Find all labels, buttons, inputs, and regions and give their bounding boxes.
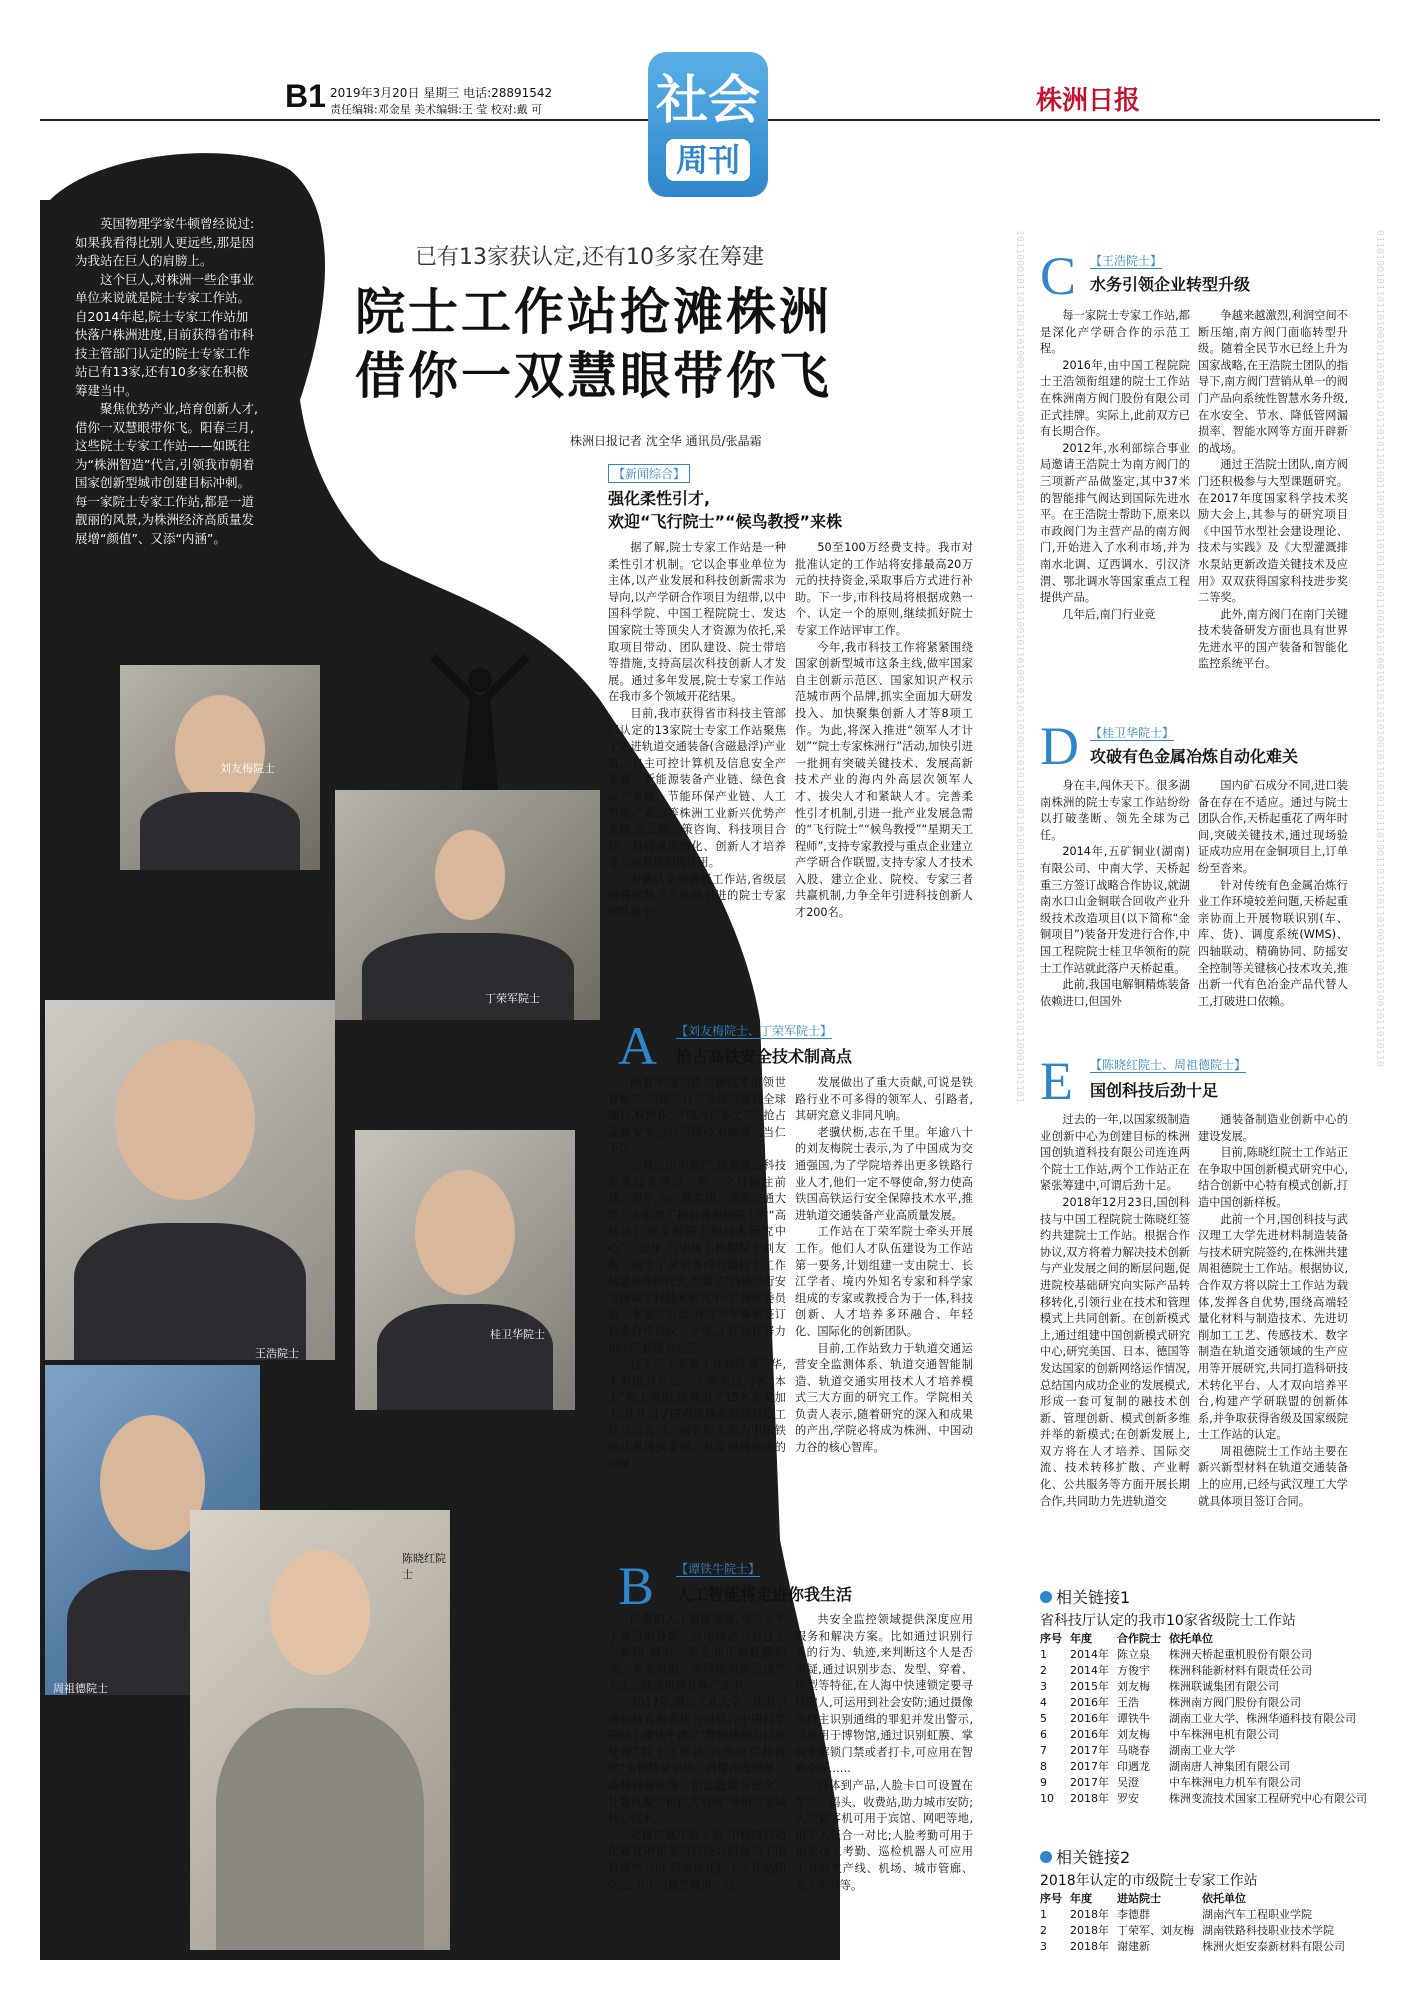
intro-paragraph: 这个巨人,对株洲一些企事业单位来说就是院士专家工作站。自2014年起,院士专家工作站加快落户株洲进度,目前获得省市科技主管部门认定的院士专家工作站已有13家,还有10多家在积极筹建当中。 <box>75 271 254 398</box>
bullet-dot-icon <box>1040 1591 1052 1603</box>
main-headline <box>355 280 832 408</box>
caption-zhou: 周祖德院士 <box>53 1682 108 1695</box>
section-d-tag <box>1090 724 1174 741</box>
paragraph: 50至100万经费支持。我市对批准认定的工作站将安排最高20万元的扶持资金,采取事后方式进行补助。下一步,市科技局将根据成熟一个、认定一个的原则,继续抓好院士专家工作站评审工作。 <box>795 541 973 637</box>
table-cell: 3 <box>1040 1679 1047 1693</box>
table-row <box>1036 1726 1371 1742</box>
table-cell: 6 <box>1040 1727 1047 1741</box>
paragraph: 目前,陈晓红院士工作站正在争取中国创新模式研究中心,结合创新中心特有模式创新,打造中国创新样板。 <box>1198 1146 1348 1209</box>
newspaper-masthead: 株洲日报 <box>1035 86 1140 116</box>
section-badge-title: 社会 <box>655 70 760 131</box>
table-header-row <box>1036 1630 1371 1646</box>
intro-text <box>75 215 260 548</box>
section-a-column-1 <box>608 1075 786 1473</box>
section-b-tag <box>676 1560 760 1577</box>
caption-chen: 陈晓红院士 <box>402 1552 446 1581</box>
table-cell: 印遇龙 <box>1117 1760 1150 1773</box>
section-c-column-1 <box>1040 308 1190 623</box>
paragraph: 时髦的人工智能领域,当然少不了株洲的身影。在中国动力谷自主创新园,就有一家企业正将虹膜识别、步态识别、多特征识别等这些人工智能应用到具体产品中。 <box>608 1613 786 1693</box>
table-cell: 湖南汽车工程职业学院 <box>1202 1908 1312 1921</box>
binary-decor-middle: 1011000101101100110100011010110010110100110101101011000101101001100101101001011011010011010110010110100110100101101100101101101011010110001101101 <box>1014 230 1025 1103</box>
table-cell: 1 <box>1040 1647 1047 1661</box>
related-link-2-table <box>1036 1890 1349 1954</box>
table-header-row <box>1036 1890 1349 1906</box>
byline: 株洲日报记者 沈全华 通讯员/张晶霜 <box>570 434 762 448</box>
table-row <box>1036 1678 1371 1694</box>
related-link-2-title: 2018年认定的市级院士专家工作站 <box>1040 1873 1258 1889</box>
paragraph: 具体到产品,人脸卡口可设置在车站、码头、收费站,助力城市安防;人脸访客机可用于宾馆、网吧等地,用于人证合一对比;人脸考勤可用于企业员工考勤、巡检机器人可应用于食品生产线、机场、城市管廊、无人车间等。 <box>795 1778 973 1892</box>
table-cell: 8 <box>1040 1759 1047 1773</box>
table-cell: 株洲南方阀门股份有限公司 <box>1169 1696 1301 1709</box>
table-cell: 2 <box>1040 1923 1047 1937</box>
table-cell: 谢建新 <box>1117 1940 1150 1953</box>
related-link-1-heading <box>1040 1585 1130 1608</box>
table-cell: 2017年 <box>1070 1760 1109 1773</box>
photo-ding-rongjun <box>335 790 600 1020</box>
table-cell: 2017年 <box>1070 1744 1109 1757</box>
paragraph: 据了解,院士专家工作站是一种柔性引才机制。它以企事业单位为主体,以产业发展和科技创新需求为导向,以产学研合作项目为纽带,以中国科学院、中国工程院院士、发达国家院士等顶尖人才资源为依托,采取项目带动、团队建设、院士带培等措施,支持高层次科技创新人才发展。通过多年发展,院士专家工作站在我市多个领域开花结果。 <box>608 541 786 704</box>
section-d-tag-text: 【桂卫华院士】 <box>1090 726 1175 740</box>
table-cell: 株洲天桥起重机股份有限公司 <box>1169 1648 1312 1661</box>
table-cell: 马晓春 <box>1117 1744 1150 1757</box>
section-b-column-2 <box>795 1612 973 1894</box>
section-c-letter: C <box>1040 246 1077 306</box>
section-c-tag <box>1090 252 1162 269</box>
section-c-column-2 <box>1198 308 1348 673</box>
table-cell: 2014年 <box>1070 1664 1109 1677</box>
paragraph: 目前,工作站致力于轨道交通运营安全监测体系、轨道交通智能制造、轨道交通实用技术人才培养模式三大方面的研究工作。学院相关负责人表示,随着研究的深入和成果的产出,学院必将成为株洲、中国动力谷的核心智库。 <box>795 1341 973 1455</box>
section-b-tag-text: 【谭铁牛院士】 <box>676 1562 761 1576</box>
table-cell: 2018年 <box>1070 1792 1109 1805</box>
section-b-letter: B <box>618 1556 655 1616</box>
table-row <box>1036 1938 1349 1954</box>
table-cell: 2015年 <box>1070 1680 1109 1693</box>
table-cell: 5 <box>1040 1711 1047 1725</box>
section-a-tag <box>676 1022 832 1039</box>
column-header: 序号 <box>1040 1632 1062 1645</box>
news-column-2 <box>795 540 973 922</box>
table-cell: 2016年 <box>1070 1728 1109 1741</box>
table-cell: 4 <box>1040 1695 1047 1709</box>
table-cell: 湖南唐人神集团有限公司 <box>1169 1760 1290 1773</box>
news-column-1 <box>608 540 786 922</box>
table-cell: 罗安 <box>1117 1792 1139 1805</box>
table-row <box>1036 1646 1371 1662</box>
table-row <box>1036 1758 1371 1774</box>
table-cell: 中车株洲电力机车有限公司 <box>1169 1776 1301 1789</box>
paragraph: 过去的一年,以国家级制造业创新中心为创建目标的株洲国创轨道科技有限公司连连两个院士工作站,两个工作站正在紧张筹建中,可谓后劲十足。 <box>1040 1113 1190 1193</box>
table-row <box>1036 1662 1371 1678</box>
paragraph: 随着中国高铁装备技术引领世界标准,高铁运行安全保障受到全球瞩目,株洲作为“电力机车之都”,抢占高铁安全运行保障技术制高点当仁不让。 <box>608 1076 786 1156</box>
table-row <box>1036 1694 1371 1710</box>
section-b-title: 人工智能将走进你我生活 <box>676 1585 853 1604</box>
paragraph: 通装备制造业创新中心的建设发展。 <box>1198 1113 1348 1143</box>
header-date-line: 2019年3月20日 星期三 电话:28891542 <box>330 86 553 100</box>
paragraph: 2016年,由中国工程院院士王浩领衔组建的院士工作站在株洲南方阀门股份有限公司正式挂牌。实际上,此前双方已有长期合作。 <box>1040 358 1190 439</box>
news-title-line2: 欢迎“飞行院士”“候鸟教授”来株 <box>608 512 843 531</box>
news-summary-title <box>608 463 842 532</box>
headline-line: 院士工作站抢滩株洲 <box>355 282 832 341</box>
table-cell: 湖南工业大学、株洲华通科技有限公司 <box>1169 1712 1356 1725</box>
table-cell: 谭铁牛 <box>1117 1712 1150 1725</box>
related-link-2-heading <box>1040 1845 1130 1868</box>
paragraph: 通过王浩院士团队,南方阀门还积极参与大型课题研究。在2017年度国家科学技术奖励大会上,其参与的研究项目《中国节水型社会建设理论、技术与实践》及《大型灌溉排水泵站更新改造关键技术及应用》双双获得国家科技进步奖二等奖。 <box>1198 458 1348 605</box>
related-link-1-title: 省科技厅认定的我市10家省级院士工作站 <box>1040 1613 1296 1629</box>
table-cell: 2018年 <box>1070 1908 1109 1921</box>
section-e-title: 国创科技后劲十足 <box>1090 1081 1219 1100</box>
table-cell: 9 <box>1040 1775 1047 1789</box>
header-editors-line: 责任编辑:邓金星 美术编辑:王 莹 校对:戴 可 <box>330 103 543 116</box>
table-row <box>1036 1710 1371 1726</box>
paragraph: 2012年,水利部综合事业局邀请王浩院士为南方阀门的三项新产品做鉴定,其中37米的智能排气阀达到国际先进水平。在王浩院士帮助下,原来以市政阀门为主营产品的南方阀门,开始进入了水利市场,并为南水北调、辽西调水、引汉济渭、鄂北调水等国家重点工程提供产品。 <box>1040 441 1190 605</box>
table-cell: 10 <box>1040 1791 1054 1805</box>
column-header: 合作院士 <box>1117 1632 1161 1645</box>
paragraph: 这个院士专家工作站阵容豪华,不但由刘友梅、丁荣军这两名“本土”院士领衔,还吸引了15名专家加入,且开创了国内铁路高职院校设工作站的先河。两名院士都为中国铁路从普速到重载、从常速到高速的突破 <box>608 1358 786 1471</box>
table-cell: 2 <box>1040 1663 1047 1677</box>
news-tag: 【新闻综合】 <box>608 464 690 483</box>
bullet-dot-icon <box>1040 1851 1052 1863</box>
table-row <box>1036 1790 1371 1806</box>
paragraph: 共安全监控领域提供深度应用服务和解决方案。比如通过识别行人的行为、轨迹,来判断这个人是否可疑,通过识别步态、发型、穿着、体型等特征,在人海中快速锁定要寻找的人,可运用到社会安防;通过摄像头自主识别通缉的罪犯并发出警示,可应用于博物馆,通过识别虹膜、掌纹来解锁门禁或者打卡,可应用在智能小区…… <box>795 1613 973 1776</box>
paragraph: 几年后,南门行业竞 <box>1062 607 1156 621</box>
table-cell: 株洲科能新材料有限责任公司 <box>1169 1664 1312 1677</box>
paragraph: 目前,我市获得省市科技主管部门认定的13家院士专家工作站聚焦于先进轨道交通装备(含磁悬浮)产业链、自主可控计算机及信息安全产业链、新能源装备产业链、绿色食品产业链、节能环保产业链、人工智能产业链等株洲工业新兴优势产业链,在战略决策咨询、科技项目合作、科技成果转化、创新人才培养等方面发挥积极作用。 <box>608 706 786 870</box>
intro-paragraph: 英国物理学家牛顿曾经说过:如果我看得比别人更远些,那是因为我站在巨人的肩膀上。 <box>75 216 255 268</box>
paragraph: 老骥伏枥,志在千里。年逾八十的刘友梅院士表示,为了中国成为交通强国,为了学院培养出更多铁路行业人才,他们一定不辱使命,努力使高铁国高铁运行安全保障技术水平,推进轨道交通装备产业高质量发展。 <box>795 1125 973 1222</box>
table-cell: 湖南铁路科技职业技术学院 <box>1202 1924 1334 1937</box>
column-header: 年度 <box>1070 1892 1092 1905</box>
paragraph: 今年,我市科技工作将紧紧围绕国家创新型城市这条主线,做牢国家自主创新示范区、国家知识产权示范城市两个品牌,抓实全面加大研发投入、加快聚集创新人才等8项工作。为此,将深入推进“领军人才计划”“院士专家株洲行”活动,加快引进一批拥有突破关键技术、发展高新技术产业的海内外高层次领军人才、拔尖人才和紧缺人才。完善柔性引才机制,引进一批产业发展急需的“飞行院士”“候鸟教授”“星期天工程师”,支持专家教授与重点企业建立产学研合作联盟,支持专家人才技术入股、建立企业、院校、专家三者共赢机制,力争全年引进科技创新人才200名。 <box>795 640 973 920</box>
page-number: B1 <box>285 78 326 114</box>
paragraph: 2014年,五矿铜业(湖南)有限公司、中南大学、天桥起重三方签订战略合作协议,就湖南水口山金铜联合回收产业升级技术改造项目(以下简称“金铜项目”)装备开发进行合作,中国工程院院士桂卫华领衔的院士工作站就此落户天桥起重。 <box>1040 845 1190 975</box>
table-cell: 中车株洲电机有限公司 <box>1169 1728 1279 1741</box>
paragraph: 工作站在丁荣军院士牵头开展工作。他们人才队伍建设为工作站第一要务,计划组建一支由院士、长江学者、境内外知名专家和科学家组成的专家或教授合为于一体,科技创新、人才培养多环融合、年轻化、国际化的创新团队。 <box>795 1225 973 1338</box>
section-e-column-1 <box>1040 1112 1190 1510</box>
section-c-tag-text: 【王浩院士】 <box>1090 254 1163 268</box>
paragraph: 身在丰,闯休天下。很多湖南株洲的院士专家工作站纷纷以打破垄断、领先全球为己任。 <box>1040 779 1190 842</box>
section-d-letter: D <box>1040 716 1079 776</box>
table-cell: 7 <box>1040 1743 1047 1757</box>
news-title-line1: 强化柔性引才, <box>608 489 711 508</box>
paragraph: 此前,我国电解铜精炼装备依赖进口,但国外 <box>1040 978 1190 1008</box>
table-row <box>1036 1906 1349 1922</box>
subheadline: 已有13家获认定,还有10多家在筹建 <box>415 245 764 270</box>
table-cell: 刘友梅 <box>1117 1728 1150 1741</box>
section-d-column-1 <box>1040 778 1190 1010</box>
section-e-letter: E <box>1040 1051 1073 1111</box>
table-cell: 株洲变流技术国家工程研究中心有限公司 <box>1169 1792 1367 1805</box>
table-cell: 2017年 <box>1070 1776 1109 1789</box>
paragraph: 对接谭铁牛院士后,中科院自动化研究所和华通科技共同发起了中科晴空公司,后者依托院士工作站团队,致力于向智慧城市、公 <box>608 1828 786 1892</box>
section-d-column-2 <box>1198 778 1348 1010</box>
section-a-tag-text: 【刘友梅院士、丁荣军院士】 <box>676 1024 833 1038</box>
photo-gui-weihua <box>355 1130 575 1410</box>
photo-wang-hao <box>45 1000 335 1360</box>
paragraph: 此外,南方阀门在南门关键技术装备研发方面也具有世界先进水平的国产装备和智能化监控系统平台。 <box>1198 607 1348 671</box>
caption-ding: 丁荣军院士 <box>485 992 540 1005</box>
table-cell: 陈立泉 <box>1117 1648 1150 1661</box>
paragraph: 对新认定的省级工作站,省级层面将优给予工作站引进的院士专家团队每个 <box>608 872 786 920</box>
table-cell: 2018年 <box>1070 1940 1109 1953</box>
table-cell: 刘友梅 <box>1117 1680 1150 1693</box>
section-e-tag-text: 【陈晓红院士、周祖德院士】 <box>1090 1058 1247 1072</box>
paragraph: 2018年12月23日,国创科技与中国工程院院士陈晓红签约共建院士工作站。根据合作协议,双方将着力解决技术创新与产业发展之间的断层问题,促进院校基础研究向实际产品转移转化,引领行业在技术和管理模式上共同创新。在创新模式上,通过组建中国创新模式研究中心,研究美国、日本、德国等发达国家的创新网络运作情况,总结国内成功企业的发展模式,形成一套可复制的融技术创新、管理创新、模式创新多维并举的新模式;在创新发展上,双方将在人才培养、国际交流、技术转移扩散、产业孵化、公共服务等方面开展长期合作,共同助力先进轨道交 <box>1040 1195 1191 1508</box>
table-cell: 株洲联诚集团有限公司 <box>1169 1680 1279 1693</box>
paragraph: 究竟有山不敢拦,湖南铁路科技职业技术学院一年一个目标往前推。前年,与广铁集团、西南交通大学三方组建了拥有湖南院院士的“高铁运行安全保障工程技术研究中心”。去年,与中国工程院院士刘友梅、院士丁荣军签约共建院士工作站建站签约仪式,创建了“高铁运行安全保障工程技术研究中心”智库委员会、专家委员会,并与中车株机签订校企合作协议。今年,工作站在努力由中级晋级为省级。 <box>608 1158 786 1355</box>
paragraph: 争越来越激烈,利润空间不断压缩,南方阀门面临转型升级。随着全民节水已经上升为国家战略,在王浩院士团队的指导下,南方阀门营销从单一的阀门产品向系统性智慧水务升级,在水安全、节水、降低管网漏损率、智能水网等方面开辟新的战场。 <box>1198 309 1348 455</box>
table-cell: 2016年 <box>1070 1712 1109 1725</box>
table-row <box>1036 1774 1371 1790</box>
section-a-letter: A <box>618 1016 657 1076</box>
table-cell: 湖南工业大学 <box>1169 1744 1235 1757</box>
table-cell: 3 <box>1040 1939 1047 1953</box>
paragraph: 针对传统有色金属冶炼行业工作环境较差问题,天桥起重亲协而上开展物联识别(车、库、货)、调度系统(WMS)、四轴联动、精确协同、防摇安全控制等关键核心技术攻关,推出新一代有色冶金产品代替人工,打破进口依赖。 <box>1198 878 1348 1008</box>
table-row <box>1036 1742 1371 1758</box>
paragraph: 国内矿石成分不同,进口装备在存在不适应。通过与院士团队合作,天桥起重花了两年时间,突破关键技术,通过现场验证成功应用在金铜项目上,订单纷至沓来。 <box>1198 779 1348 875</box>
section-a-title: 抢占高铁安全技术制高点 <box>676 1047 853 1066</box>
paragraph: 周祖德院士工作站主要在新兴新型材料在轨道交通装备上的应用,已经与武汉理工大学就具体项目签订合同。 <box>1198 1444 1348 1508</box>
section-c-title: 水务引领企业转型升级 <box>1090 275 1251 294</box>
related-link-2-label: 相关链接2 <box>1056 1848 1131 1867</box>
column-header: 依托单位 <box>1202 1892 1246 1905</box>
table-cell: 2016年 <box>1070 1696 1109 1709</box>
intro-paragraph: 聚焦优势产业,培育创新人才,借你一双慧眼带你飞。阳春三月,这些院士专家工作站——如既往为“株洲智造”代言,引领我市朝着国家创新型城市创建目标冲刺。每一家院士专家工作站,都是一道靓丽的风景,为株洲经济高质量发展增“颜值”、又添“内涵”。 <box>75 401 258 546</box>
table-cell: 2018年 <box>1070 1924 1109 1937</box>
headline-line: 借你一双慧眼带你飞 <box>355 346 832 405</box>
paragraph: 此前一个月,国创科技与武汉理工大学先进材料制造装备与技术研究院签约,在株洲共建周祖德院士工作站。根据协议,合作双方将以院士工作站为载体,发挥各自优势,围绕高端轻量化材料与制造技术、先进切削加工工艺、传感技术、数字制造在轨道交通领域的生产应用等开展研究,共同打造科研技术转化平台、人才双向培养平台,构建产学研联盟的创新体系,并争取获得省级及国家级院士工作站的认定。 <box>1198 1212 1348 1442</box>
paragraph: 2017年,湖南工业大学、株洲华通科技有限责任公司联合中国科学院院士谭铁牛建立“智能感知与信息处理”院士工作站,合作攻克和转化“生物特征识别、图像深度理解、高精视频处理、信息隐藏与安全、计算机视觉和模式识别”等相关领域核心技术。 <box>608 1695 786 1826</box>
table-cell: 吴澄 <box>1117 1776 1139 1789</box>
photo-liu-youmei <box>120 665 320 870</box>
section-e-column-2 <box>1198 1112 1348 1510</box>
caption-gui: 桂卫华院士 <box>490 1328 545 1341</box>
related-link-1-table <box>1036 1630 1371 1806</box>
column-header: 进站院士 <box>1117 1892 1161 1905</box>
table-cell: 1 <box>1040 1907 1047 1921</box>
table-cell: 2014年 <box>1070 1648 1109 1661</box>
column-header: 年度 <box>1070 1632 1092 1645</box>
binary-decor-right: 0110100101101101001011010010110110101101001101001011010110100110010110100101101101010010110101011011010011011010110100101101101001011010110 <box>1374 230 1385 1067</box>
paragraph: 每一家院士专家工作站,都是深化产学研合作的示范工程。 <box>1040 309 1190 356</box>
table-cell: 李德群 <box>1117 1908 1150 1921</box>
table-cell: 王浩 <box>1117 1696 1139 1709</box>
section-e-tag <box>1090 1056 1246 1073</box>
table-cell: 丁荣军、刘友梅 <box>1117 1924 1194 1937</box>
caption-liu: 刘友梅院士 <box>220 762 275 775</box>
column-header: 序号 <box>1040 1892 1062 1905</box>
table-cell: 株洲火炬安泰新材料有限公司 <box>1202 1940 1345 1953</box>
section-b-column-1 <box>608 1612 786 1894</box>
section-a-column-2 <box>795 1075 973 1457</box>
photo-chen-xiaohong <box>190 1510 450 1950</box>
column-header: 依托单位 <box>1169 1632 1213 1645</box>
section-badge-subtitle: 周刊 <box>666 139 750 181</box>
table-cell: 方俊宇 <box>1117 1664 1150 1677</box>
section-d-title: 攻破有色金属冶炼自动化难关 <box>1090 747 1299 766</box>
table-row <box>1036 1922 1349 1938</box>
paragraph: 发展做出了重大贡献,可说是铁路行业不可多得的领军人、引路者,其研究意义非同凡响。 <box>795 1076 973 1123</box>
related-link-1-label: 相关链接1 <box>1056 1588 1131 1607</box>
caption-wang: 王浩院士 <box>255 1347 299 1360</box>
